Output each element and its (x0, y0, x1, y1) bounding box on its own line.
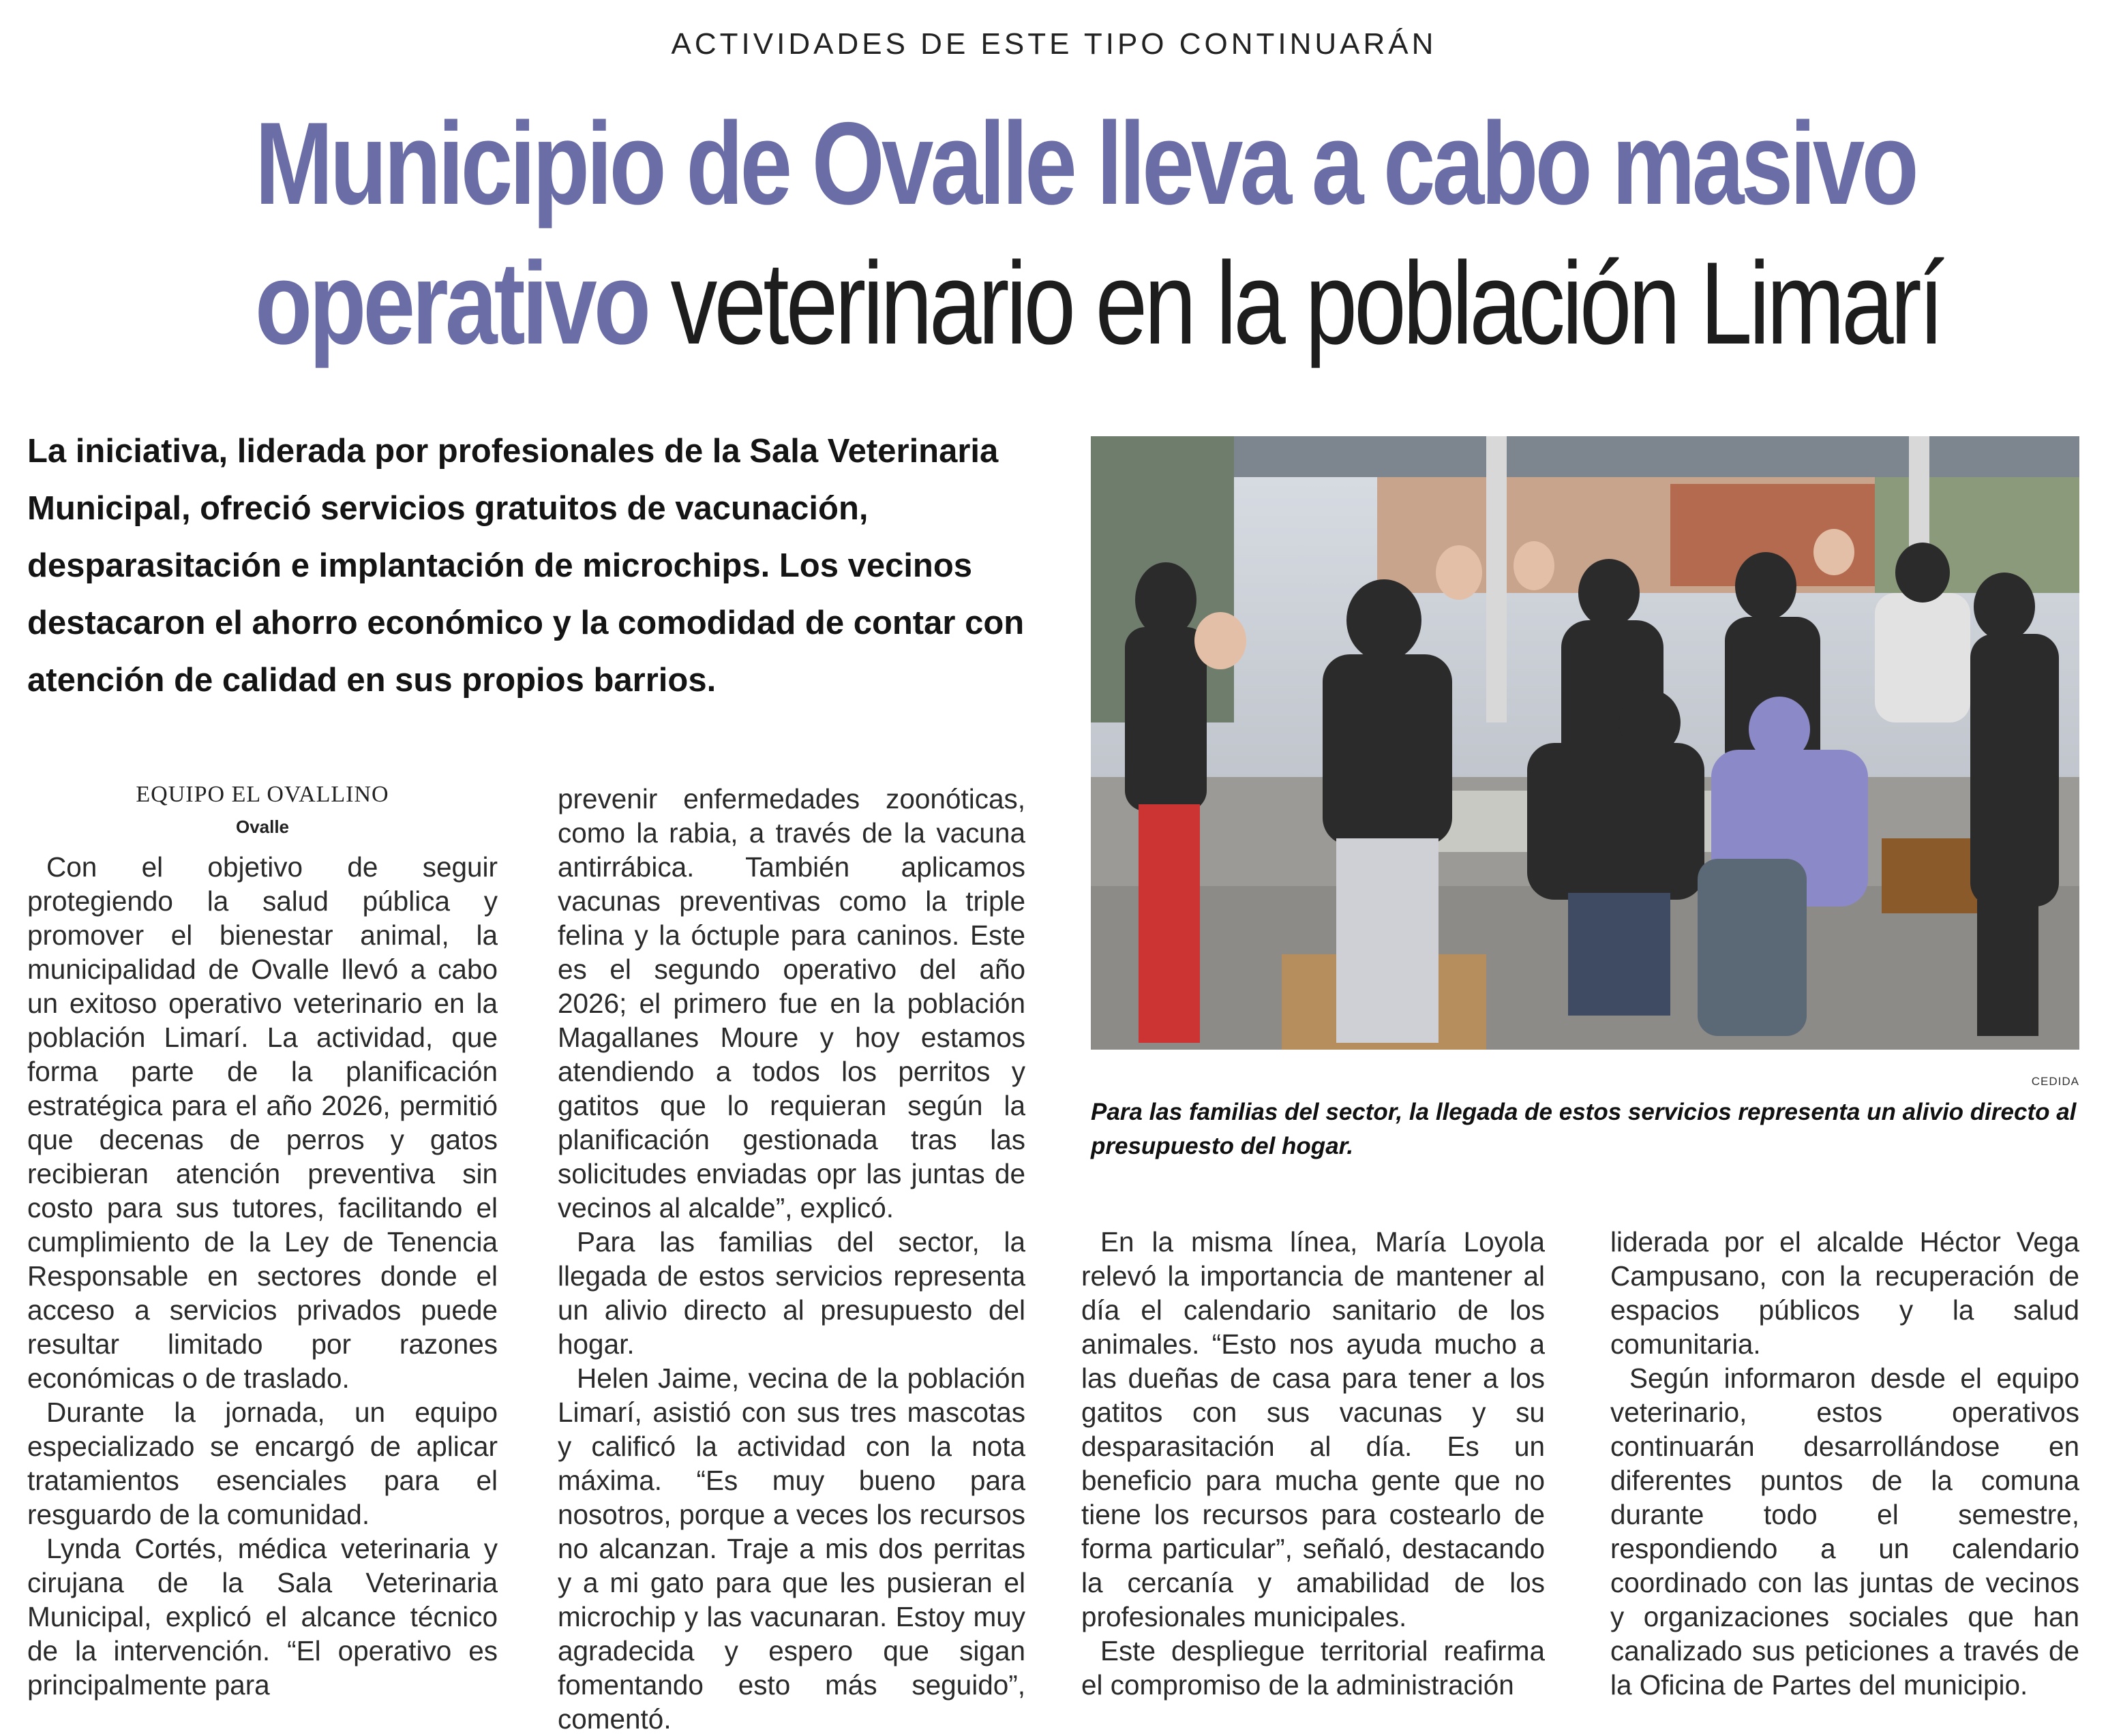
headline-line-1 (255, 95, 1916, 232)
headline-line-2-rest: veterinario en la población Limarí (648, 238, 1942, 369)
column-2 (558, 782, 1025, 1736)
column-2-paragraph-3: Helen Jaime, vecina de la población Limarí, asistió con sus tres mascotas y calificó la actividad con la nota máxima. “Es muy bueno para nosotros, porque a veces los recursos no alcanzan. Traje a mis dos perritas y a mi gato para que les pusieran el microchip y las vacunaran. Estoy muy agradecida y espero que sigan fomentando esto más seguido”, comentó. (558, 1362, 1025, 1735)
column-3 (1081, 1225, 1545, 1702)
byline: EQUIPO EL OVALLINO (136, 782, 389, 807)
column-4-paragraph-1: liderada por el alcalde Héctor Vega Campusano, con la recuperación de espacios públicos y la salud comunitaria. (1610, 1226, 2079, 1360)
column-1-paragraph-1: Con el objetivo de seguir protegiendo la salud pública y promover el bienestar animal, la municipalidad de Ovalle llevó a cabo un exitoso operativo veterinario en la población Limarí. La actividad, que forma parte de la planificación estratégica para el año 2026, permitió que decenas de perros y gatos recibieran atención preventiva sin costo para sus tutores, facilitando el cumplimiento de la Ley de Tenencia Responsable en sectores donde el acceso a servicios privados puede resultar limitado por razones económicas o de traslado. (27, 851, 498, 1394)
headline-line-2-bold: operativo (255, 238, 648, 369)
column-1-paragraph-3: Lynda Cortés, médica veterinaria y cirujana de la Sala Veterinaria Municipal, explicó el alcance técnico de la intervención. “El operativo es principalmente para (27, 1533, 498, 1701)
photo-illustration (1091, 436, 2079, 1050)
column-4 (1610, 1225, 2079, 1702)
photo-credit: CEDIDA (2031, 1075, 2079, 1088)
headline-line-1-text: Municipio de Ovalle lleva a cabo masivo (255, 98, 1916, 229)
column-3-paragraph-1: En la misma línea, María Loyola relevó la importancia de mantener al día el calendario sanitario de los animales. “Esto nos ayuda mucho a las dueñas de casa para tener a los gatitos con sus vacunas y su desparasitación al día. Es un beneficio para mucha gente que no tiene los recursos para costearlo de forma particular”, señaló, destacando la cercanía y amabilidad de los profesionales municipales. (1081, 1226, 1545, 1632)
column-3-paragraph-2: Este despliegue territorial reafirma el compromiso de la administración (1081, 1635, 1545, 1701)
column-1 (27, 850, 498, 1702)
kicker: ACTIVIDADES DE ESTE TIPO CONTINUARÁN (671, 27, 1437, 61)
column-2-paragraph-2: Para las familias del sector, la llegada de estos servicios representa un alivio directo al presupuesto del hogar. (558, 1226, 1025, 1360)
lead-paragraph: La iniciativa, liderada por profesionales de la Sala Veterinaria Municipal, ofreció servicios gratuitos de vacunación, desparasitación e implantación de microchips. Los vecinos destacaron el ahorro económico y la comodidad de contar con atención de calidad en sus propios barrios. (27, 433, 1025, 699)
article-photo (1091, 436, 2079, 1050)
column-1-paragraph-2: Durante la jornada, un equipo especializado se encargó de aplicar tratamientos esenciales para el resguardo de la comunidad. (27, 1397, 498, 1530)
headline-line-2 (255, 235, 1942, 371)
column-4-paragraph-2: Según informaron desde el equipo veterinario, estos operativos continuarán desarrollándose en diferentes puntos de la comuna durante todo el semestre, respondiendo a un calendario coordinado con las juntas de vecinos y organizaciones sociales que han canalizado sus peticiones a través de la Oficina de Partes del municipio. (1610, 1362, 2079, 1701)
photo-caption: Para las familias del sector, la llegada de estos servicios representa un alivio directo al presupuesto del hogar. (1091, 1099, 2077, 1159)
column-2-paragraph-1: prevenir enfermedades zoonóticas, como la rabia, a través de la vacuna antirrábica. También aplicamos vacunas preventivas como la triple felina y la óctuple para caninos. Este es el segundo operativo del año 2026; el primero fue en la población Magallanes Moure y hoy estamos atendiendo a todos los perritos y gatitos que lo requieran según la planificación gestionada tras las solicitudes enviadas opr las juntas de vecinos al alcalde”, explicó. (558, 783, 1025, 1223)
dateline-place: Ovalle (235, 817, 290, 837)
